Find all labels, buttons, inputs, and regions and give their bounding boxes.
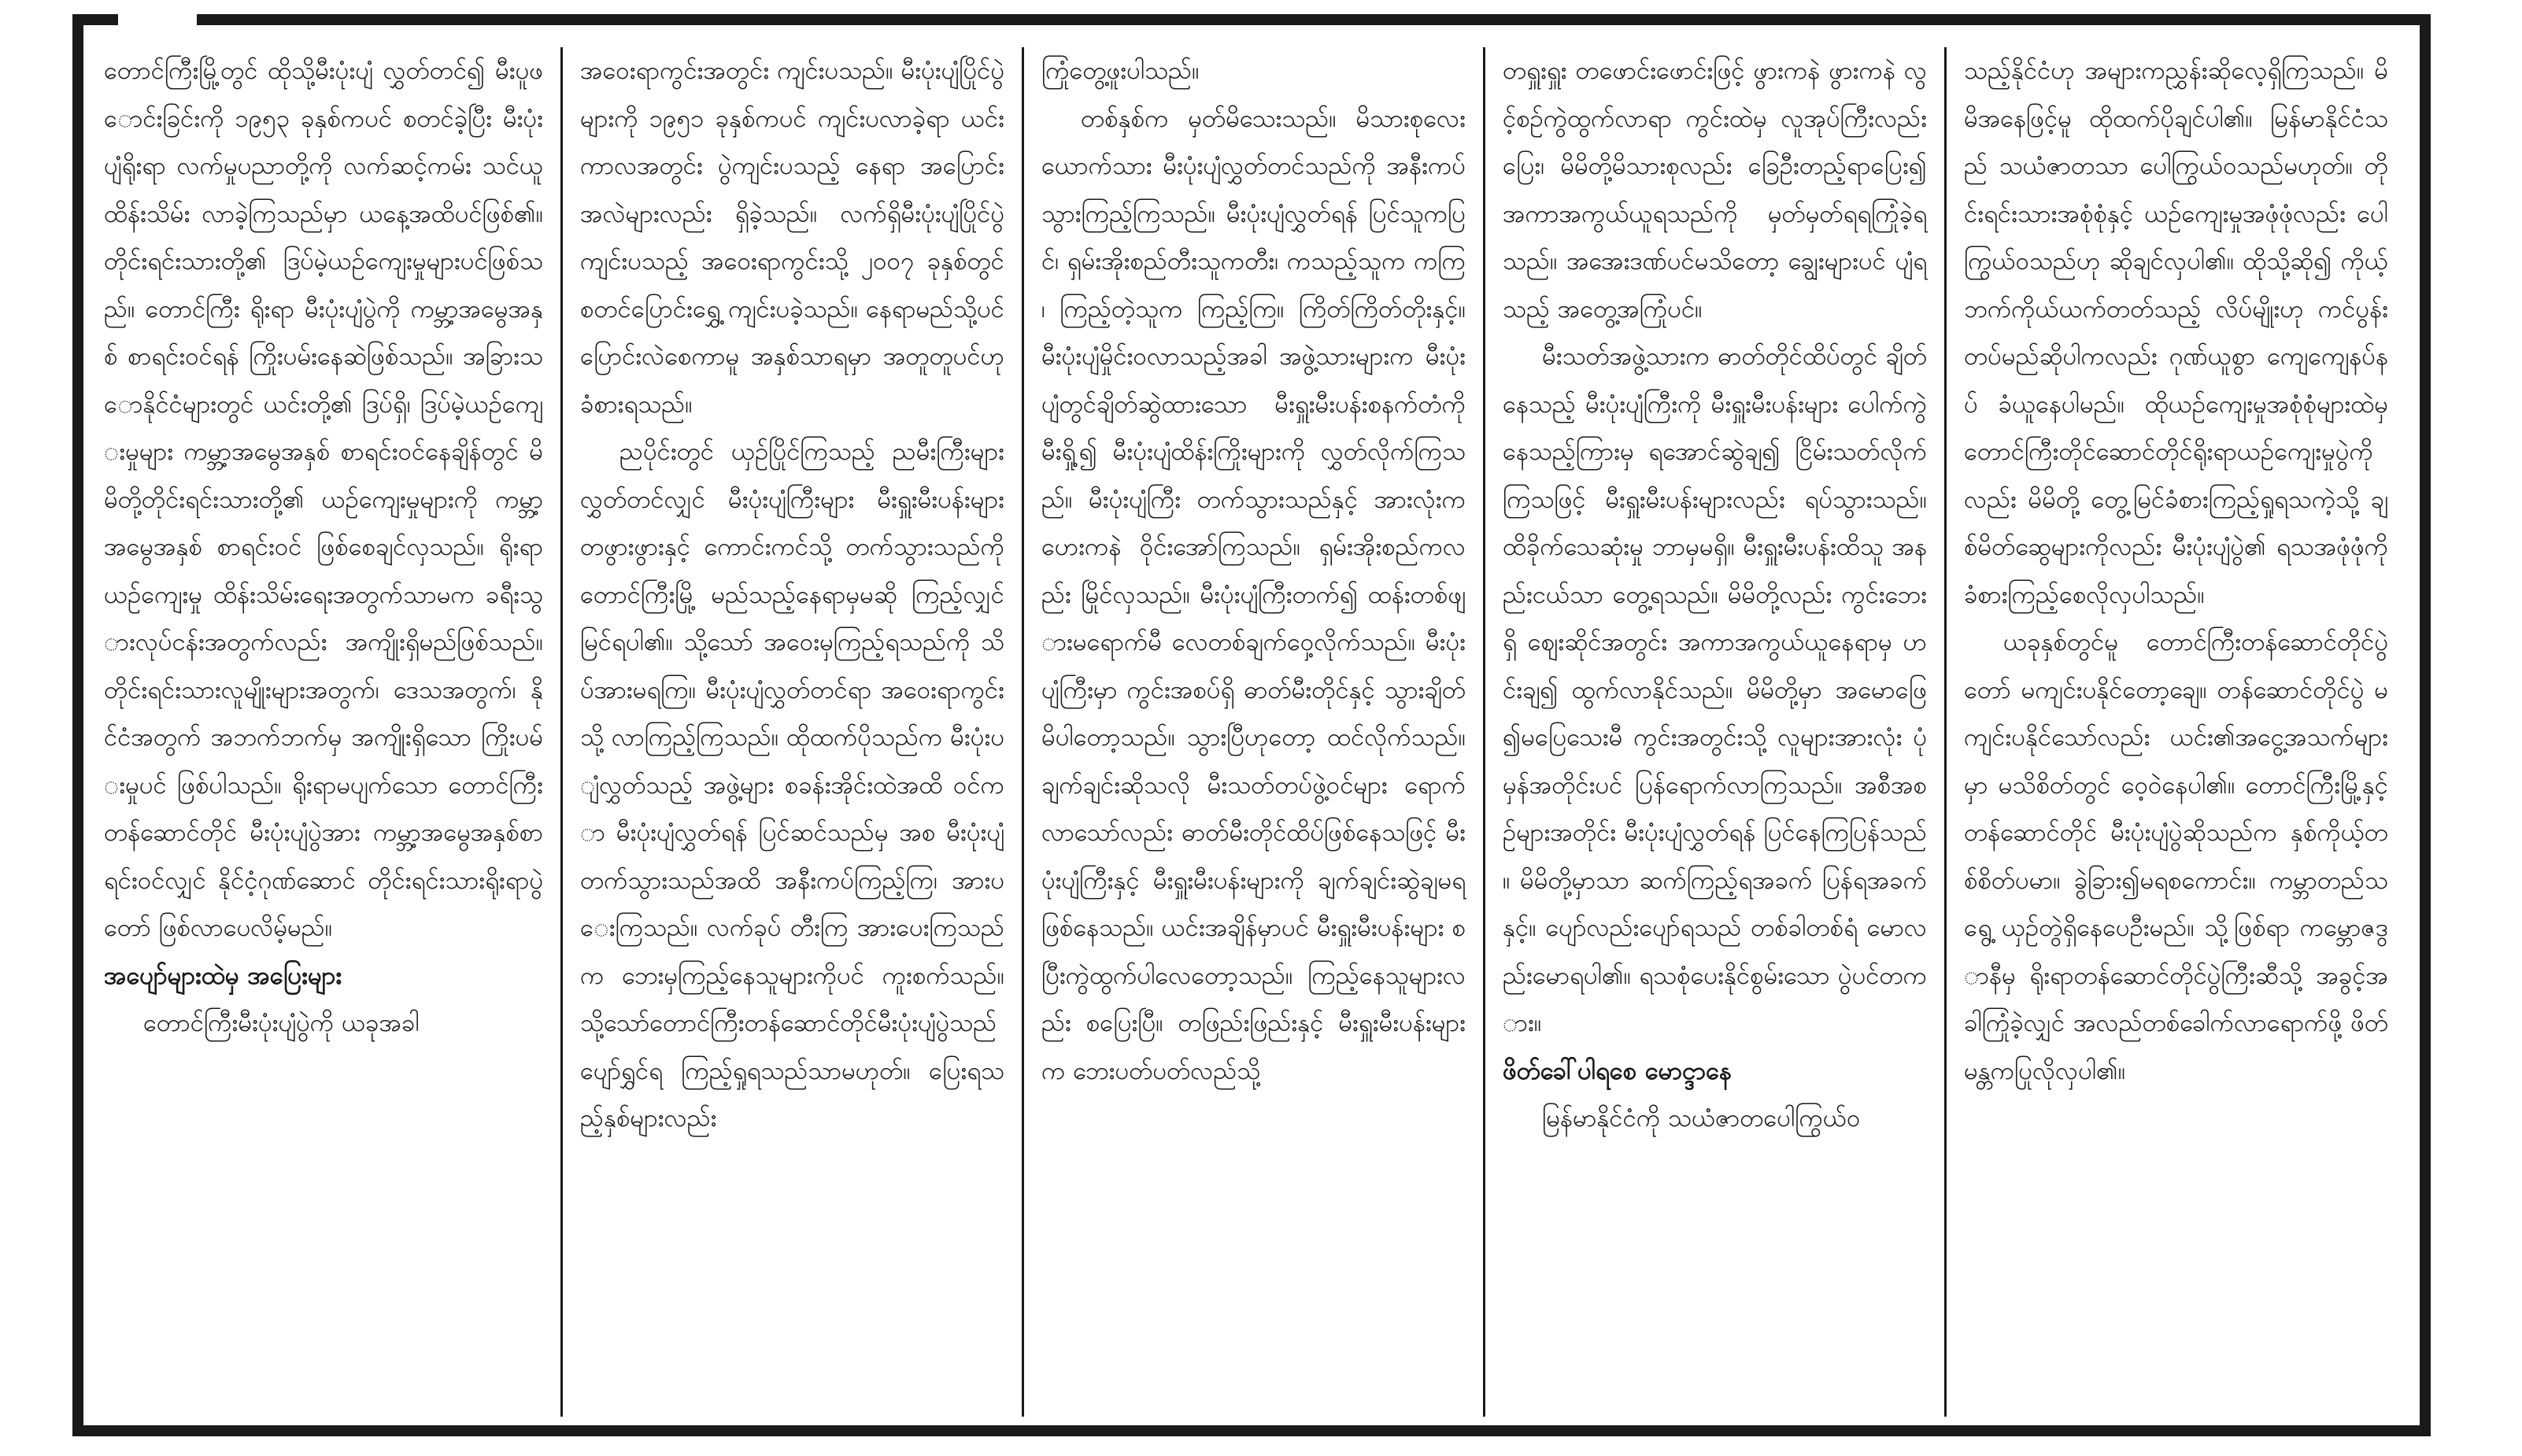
paragraph: အဝေးရာကွင်းအတွင်း ကျင်းပသည်။ မီးပုံးပျံပြိုင်ပွဲများကို ၁၉၅၁ ခုနှစ်ကပင် ကျင်းပလာခဲ့ရာ ယင်းကာလအတွင်း ပွဲကျင်းပသည့် နေရာ အပြောင်းအလဲများလည်း ရှိခဲ့သည်။ လက်ရှိမီးပုံးပျံပြိုင်ပွဲ ကျင်းပသည့် အဝေးရာကွင်းသို့ ၂၀၀၇ ခုနှစ်တွင် စတင်ပြောင်းရွှေ့ ကျင်းပခဲ့သည်။ နေရာမည်သို့ပင် ပြောင်းလဲစေကာမူ အနှစ်သာရမှာ အတူတူပင်ဟု ခံစားရသည်။	[580, 57, 1004, 419]
paragraph: တရှူးရှူး တဖောင်းဖောင်းဖြင့် ဖွားကနဲ ဖွားကနဲ လွင့်စဉ်ကွဲထွက်လာရာ ကွင်းထဲမှ လူအုပ်ကြီးလည်းပြေး၊ မိမိတို့မိသားစုလည်း ခြေဦးတည့်ရာပြေး၍ အကာအကွယ်ယူရသည်ကို မှတ်မှတ်ရရကြုံခဲ့ရသည်။ အအေးဒဏ်ပင်မသိတော့ ချွေးများပင် ပျံရသည့် အတွေ့အကြုံပင်။	[1503, 57, 1927, 323]
column-1	[99, 47, 560, 1417]
paragraph: သည့်နိုင်ငံဟု အများကညွှန်းဆိုလေ့ရှိကြသည်။ မိမိအနေဖြင့်မူ ထိုထက်ပိုချင်ပါ၏။ မြန်မာနိုင်ငံသည် သယံဇာတသာ ပေါကြွယ်ဝသည်မဟုတ်။ တိုင်းရင်းသားအစုံစုံနှင့် ယဉ်ကျေးမှုအဖုံဖုံလည်း ပေါကြွယ်ဝသည်ဟု ဆိုချင်လှပါ၏။ ထိုသို့ဆို၍ ကိုယ့်ဘက်ကိုယ်ယက်တတ်သည့် လိပ်မျိုးဟု ကင်ပွန်းတပ်မည်ဆိုပါကလည်း ဂုဏ်ယူစွာ ကျေကျေနပ်နပ် ခံယူနေပါမည်။ ထိုယဉ်ကျေးမှုအစုံစုံများထဲမှ တောင်ကြီးတိုင်ဆောင်တိုင်ရိုးရာယဉ်ကျေးမှုပွဲကိုလည်း မိမိတို့ တွေ့မြင်ခံစားကြည့်ရှုရသကဲ့သို့ ချစ်မိတ်ဆွေများကိုလည်း မီးပုံးပျံပွဲ၏ ရသအဖုံဖုံကို ခံစားကြည့်စေလိုလှပါသည်။	[1964, 57, 2388, 609]
paragraph: တောင်ကြီးမြို့တွင် ထိုသို့မီးပုံးပျံ လွှတ်တင်၍ မီးပူဖောင်းခြင်းကို ၁၉၅၃ ခုနှစ်ကပင် စတင်ခဲ့ပြီး မီးပုံးပျံရိုးရာ လက်မှုပညာတို့ကို လက်ဆင့်ကမ်း သင်ယူထိန်းသိမ်း လာခဲ့ကြသည်မှာ ယနေ့အထိပင်ဖြစ်၏။ တိုင်းရင်းသားတို့၏ ဒြပ်မဲ့ယဉ်ကျေးမှုများပင်ဖြစ်သည်။ တောင်ကြီး ရိုးရာ မီးပုံးပျံပွဲကို ကမ္ဘာ့အမွေအနှစ် စာရင်းဝင်ရန် ကြိုးပမ်းနေဆဲဖြစ်သည်။ အခြားသောနိုင်ငံများတွင် ယင်းတို့၏ ဒြပ်ရှိ၊ ဒြပ်မဲ့ယဉ်ကျေးမှုများ ကမ္ဘာ့အမွေအနှစ် စာရင်းဝင်နေချိန်တွင် မိမိတို့တိုင်းရင်းသားတို့၏ ယဉ်ကျေးမှုများကို ကမ္ဘာ့အမွေအနှစ် စာရင်းဝင် ဖြစ်စေချင်လှသည်။ ရိုးရာယဉ်ကျေးမှု ထိန်းသိမ်းရေးအတွက်သာမက ခရီးသွားလုပ်ငန်းအတွက်လည်း အကျိုးရှိမည်ဖြစ်သည်။ တိုင်းရင်းသားလူမျိုးများအတွက်၊ ဒေသအတွက်၊ နိုင်ငံအတွက် အဘက်ဘက်မှ အကျိုးရှိသော ကြိုးပမ်းမှုပင် ဖြစ်ပါသည်။ ရိုးရာမပျက်သော တောင်ကြီးတန်ဆောင်တိုင် မီးပုံးပျံပွဲအား ကမ္ဘာ့အမွေအနှစ်စာရင်းဝင်လျှင် နိုင်ငံ့ဂုဏ်ဆောင် တိုင်းရင်းသားရိုးရာပွဲတော် ဖြစ်လာပေလိမ့်မည်။	[104, 57, 543, 942]
paragraph: ညပိုင်းတွင် ယှဉ်ပြိုင်ကြသည့် ညမီးကြီးများ လွှတ်တင်လျှင် မီးပုံးပျံကြီးများ မီးရှူးမီးပန်းများ တဖွားဖွားနှင့် ကောင်းကင်သို့ တက်သွားသည်ကို တောင်ကြီးမြို့ မည်သည့်နေရာမှမဆို ကြည့်လျှင် မြင်ရပါ၏။ သို့သော် အဝေးမှကြည့်ရသည်ကို သိပ်အားမရကြ။ မီးပုံးပျံလွှတ်တင်ရာ အဝေးရာကွင်းသို့ လာကြည့်ကြသည်။ ထိုထက်ပိုသည်က မီးပုံးပျံလွှတ်သည့် အဖွဲ့များ စခန်းအိုင်းထဲအထိ ဝင်ကာ မီးပုံးပျံလွှတ်ရန် ပြင်ဆင်သည်မှ အစ မီးပုံးပျံတက်သွားသည်အထိ အနီးကပ်ကြည့်ကြ၊ အားပေးကြသည်။ လက်ခုပ် တီးကြ အားပေးကြသည်က ဘေးမှကြည့်နေသူများကိုပင် ကူးစက်သည်။ သို့သော်တောင်ကြီးတန်ဆောင်တိုင်မီးပုံးပျံပွဲသည် ပျော်ရွှင်ရ ကြည့်ရှုရသည်သာမဟုတ်။ ပြေးရသည့်နှစ်များလည်း	[580, 438, 1004, 1133]
paragraph: ကြုံတွေ့ဖူးပါသည်။	[1041, 57, 1200, 85]
paragraph: တစ်နှစ်က မှတ်မိသေးသည်။ မိသားစုလေးယောက်သား မီးပုံးပျံလွှတ်တင်သည်ကို အနီးကပ် သွားကြည့်ကြသည်။ မီးပုံးပျံလွှတ်ရန် ပြင်သူကပြင်၊ ရှမ်းအိုးစည်တီးသူကတီး၊ ကသည့်သူက ကကြ၊ ကြည့်တဲ့သူက ကြည့်ကြ။ ကြိတ်ကြိတ်တိုးနှင့်။ မီးပုံးပျံမှိုင်းဝလာသည့်အခါ အဖွဲ့သားများက မီးပုံးပျံတွင်ချိတ်ဆွဲထားသော မီးရှူးမီးပန်းစနက်တံကို မီးရှို့၍ မီးပုံးပျံထိန်းကြိုးများကို လွှတ်လိုက်ကြသည်။ မီးပုံးပျံကြီး တက်သွားသည်နှင့် အားလုံးက ဟေးကနဲ ဝိုင်းအော်ကြသည်။ ရှမ်းအိုးစည်ကလည်း မြိုင်လှသည်။ မီးပုံးပျံကြီးတက်၍ ထန်းတစ်ဖျားမရောက်မီ လေတစ်ချက်ဝှေ့လိုက်သည်။ မီးပုံးပျံကြီးမှာ ကွင်းအစပ်ရှိ ဓာတ်မီးတိုင်နှင့် သွားချိတ်မိပါတော့သည်။ သွားပြီဟုတော့ ထင်လိုက်သည်။ ချက်ချင်းဆိုသလို မီးသတ်တပ်ဖွဲ့ဝင်များ ရောက်လာသော်လည်း ဓာတ်မီးတိုင်ထိပ်ဖြစ်နေသဖြင့် မီးပုံးပျံကြီးနှင့် မီးရှူးမီးပန်းများကို ချက်ချင်းဆွဲချမရ ဖြစ်နေသည်။ ယင်းအချိန်မှာပင် မီးရှူးမီးပန်းများ စပြီးကွဲထွက်ပါလေတော့သည်။ ကြည့်နေသူများလည်း စပြေးပြီ။ တဖြည်းဖြည်းနှင့် မီးရှူးမီးပန်းများက ဘေးပတ်ပတ်လည်သို့	[1041, 104, 1466, 1085]
border-gap	[118, 11, 197, 28]
section-heading: ဖိတ်ခေါ်ပါရစေ မောင္ဒာနေ	[1503, 1056, 1732, 1085]
column-5	[1944, 47, 2406, 1417]
paragraph: မီးသတ်အဖွဲ့သားက ဓာတ်တိုင်ထိပ်တွင် ချိတ်နေသည့် မီးပုံးပျံကြီးကို မီးရှူးမီးပန်းများ ပေါက်ကွဲနေသည့်ကြားမှ ရအောင်ဆွဲချ၍ ငြိမ်းသတ်လိုက်ကြသဖြင့် မီးရှူးမီးပန်းများလည်း ရပ်သွားသည်။ ထိခိုက်သေဆုံးမှု ဘာမှမရှိ။ မီးရှူးမီးပန်းထိသူ အနည်းငယ်သာ တွေ့ရသည်။ မိမိတို့လည်း ကွင်းဘေးရှိ ဈေးဆိုင်အတွင်း အကာအကွယ်ယူနေရာမှ ဟင်းချ၍ ထွက်လာနိုင်သည်။ မိမိတို့မှာ အမောဖြေ၍မပြေသေးမီ ကွင်းအတွင်းသို့ လူများအားလုံး ပုံမှန်အတိုင်းပင် ပြန်ရောက်လာကြသည်။ အစီအစဉ်များအတိုင်း မီးပုံးပျံလွှတ်ရန် ပြင်နေကြပြန်သည်။ မိမိတို့မှာသာ ဆက်ကြည့်ရအခက် ပြန်ရအခက်နှင့်။ ပျော်လည်းပျော်ရသည် တစ်ခါတစ်ရံ မောလည်းမောရပါ၏။ ရသစုံပေးနိုင်စွမ်းသော ပွဲပင်တကား။	[1503, 342, 1927, 1037]
article-columns	[99, 47, 2406, 1417]
paragraph: ယခုနှစ်တွင်မူ တောင်ကြီးတန်ဆောင်တိုင်ပွဲတော် မကျင်းပနိုင်တော့ချေ။ တန်ဆောင်တိုင်ပွဲ မကျင်းပနိုင်သော်လည်း ယင်း၏အငွေ့အသက်များမှာ မသိစိတ်တွင် ဝေ့ဝဲနေပါ၏။ တောင်ကြီးမြို့နှင့် တန်ဆောင်တိုင် မီးပုံးပျံပွဲဆိုသည်က နှစ်ကိုယ့်တစ်စိတ်ပမာ။ ခွဲခြား၍မရစကောင်း။ ကမ္ဘာတည်သရွေ့ ယှဉ်တွဲရှိနေပေဦးမည်။ သို့ဖြစ်ရာ ကမ္ဘောဇဒွာနီမှ ရိုးရာတန်ဆောင်တိုင်ပွဲကြီးဆီသို့ အခွင့်အခါကြုံခဲ့လျှင် အလည်တစ်ခေါက်လာရောက်ဖို့ ဖိတ်မန္တကပြုလိုလှပါ၏။	[1964, 628, 2388, 1085]
section-heading: အပျော်များထဲမှ အပြေးများ	[104, 961, 342, 990]
column-2	[560, 47, 1022, 1417]
column-3	[1022, 47, 1483, 1417]
column-4	[1483, 47, 1944, 1417]
paragraph: မြန်မာနိုင်ငံကို သယံဇာတပေါကြွယ်ဝ	[1542, 1104, 1861, 1133]
paragraph: တောင်ကြီးမီးပုံးပျံပွဲကို ယခုအခါ	[143, 1009, 420, 1037]
